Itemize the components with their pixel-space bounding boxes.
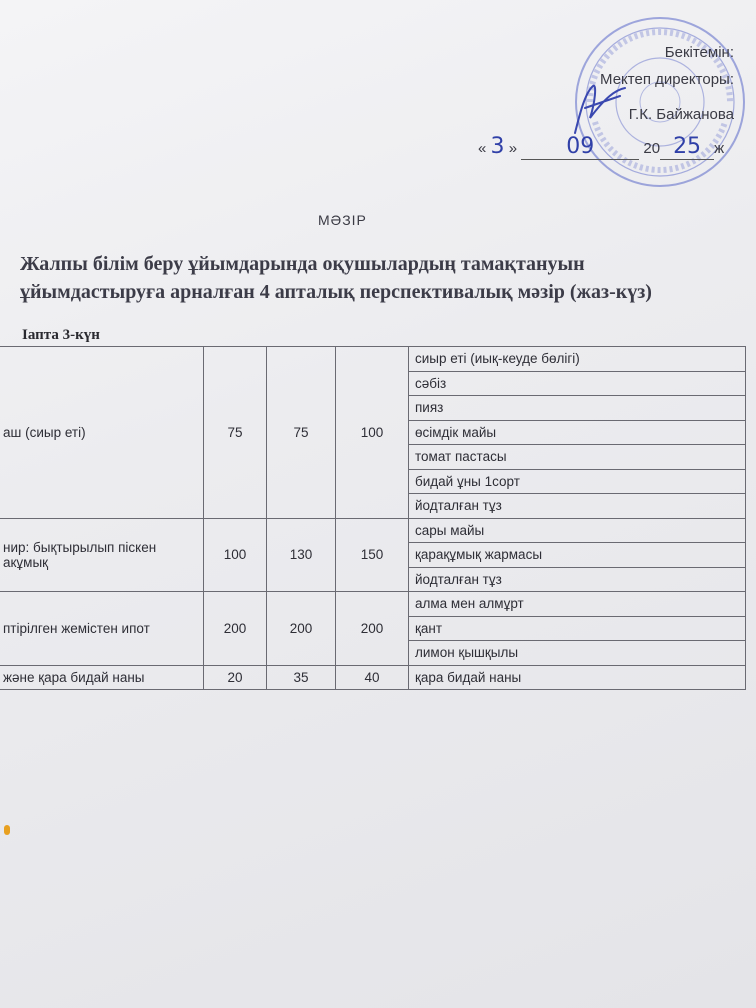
table-row xyxy=(0,592,746,617)
date-year-suffix: 25 xyxy=(673,134,702,159)
director-name: Г.К. Байжанова xyxy=(628,106,734,123)
ingredient: қарақұмық жармасы xyxy=(409,543,746,568)
date-day: 3 xyxy=(490,134,505,159)
date-month: 09 xyxy=(566,134,595,159)
portion-3: 100 xyxy=(336,347,409,519)
portion-3: 150 xyxy=(336,518,409,592)
ingredient: өсімдік майы xyxy=(409,420,746,445)
date-month-field xyxy=(521,134,639,160)
date-suffix: ж xyxy=(714,140,725,157)
subtitle-line-1: Жалпы білім беру ұйымдарында оқушылардың тамақтануын xyxy=(20,253,585,275)
ingredient: сары майы xyxy=(409,518,746,543)
portion-2: 35 xyxy=(267,665,336,690)
portion-1: 75 xyxy=(204,347,267,519)
portion-2: 130 xyxy=(267,518,336,592)
week-day-label: Іапта 3-күн xyxy=(22,327,100,343)
date-close-quote: » xyxy=(508,140,518,157)
date-year-field xyxy=(660,134,714,160)
ingredient: сиыр еті (иық-кеуде бөлігі) xyxy=(409,347,746,372)
portion-1: 20 xyxy=(204,665,267,690)
ingredient: пияз xyxy=(409,396,746,421)
ingredient: қара бидай наны xyxy=(409,665,746,690)
ingredient: сәбіз xyxy=(409,371,746,396)
ingredient: йодталған тұз xyxy=(409,494,746,519)
document-title: МӘЗІР xyxy=(318,212,367,228)
approval-date xyxy=(478,134,724,160)
portion-3: 40 xyxy=(336,665,409,690)
orange-mark xyxy=(4,825,10,835)
portion-3: 200 xyxy=(336,592,409,666)
ingredient: лимон қышқылы xyxy=(409,641,746,666)
dish-name: және қара бидай наны xyxy=(0,665,204,690)
ingredient: йодталған тұз xyxy=(409,567,746,592)
dish-name: нир: бықтырылып піскен акұмық xyxy=(0,518,204,592)
dish-name: птірілген жемістен ипот xyxy=(0,592,204,666)
table-row xyxy=(0,347,746,372)
table-row xyxy=(0,518,746,543)
menu-table xyxy=(0,346,746,690)
portion-2: 75 xyxy=(267,347,336,519)
ingredient: томат пастасы xyxy=(409,445,746,470)
ingredient: алма мен алмұрт xyxy=(409,592,746,617)
ingredient: қант xyxy=(409,616,746,641)
portion-1: 100 xyxy=(204,518,267,592)
handwritten-signature xyxy=(545,78,635,138)
document-subtitle xyxy=(20,250,740,306)
subtitle-line-2: ұйымдастыруға арналған 4 апталық перспективалық мәзір (жаз-күз) xyxy=(20,281,652,303)
date-year-prefix: 20 xyxy=(643,140,661,157)
approve-label: Бекітемін: xyxy=(664,44,734,61)
position-label: Мектеп директоры: xyxy=(600,71,734,88)
table-row xyxy=(0,665,746,690)
dish-name: аш (сиыр еті) xyxy=(0,347,204,519)
portion-2: 200 xyxy=(267,592,336,666)
ingredient: бидай ұны 1сорт xyxy=(409,469,746,494)
portion-1: 200 xyxy=(204,592,267,666)
date-open-quote: « xyxy=(478,140,487,157)
